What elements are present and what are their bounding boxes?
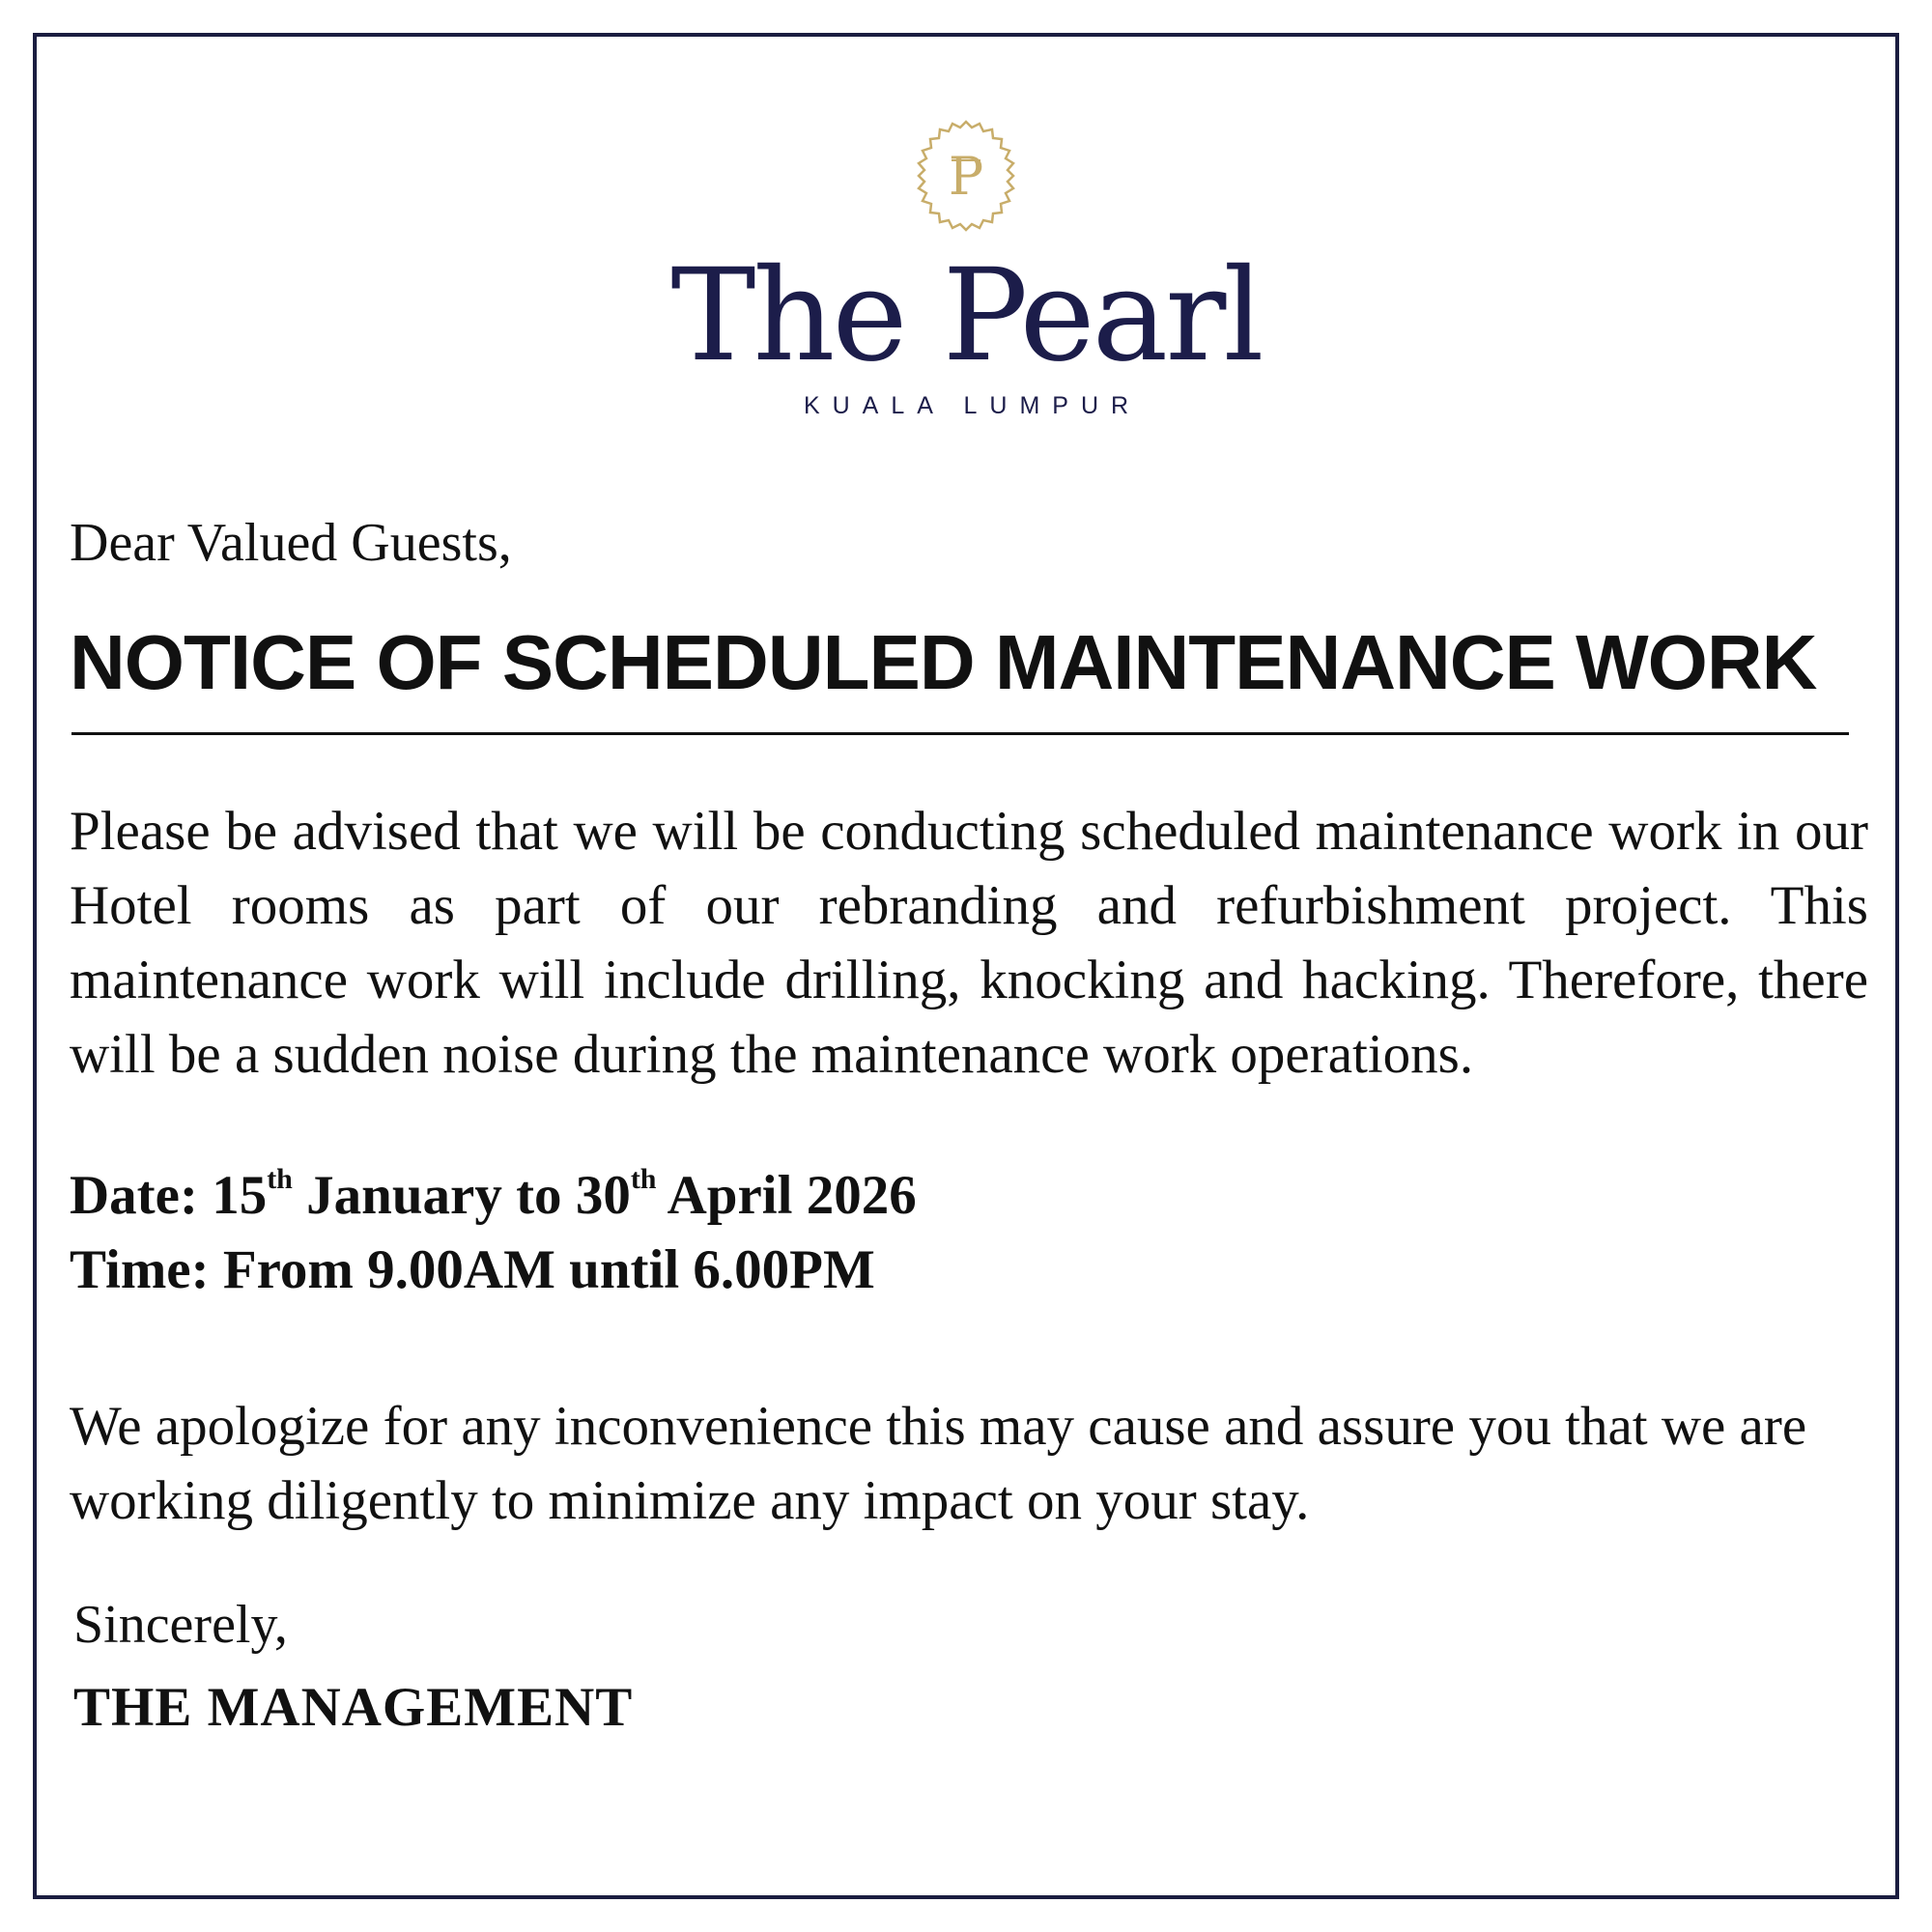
time-value: From 9.00AM until 6.00PM — [222, 1239, 875, 1300]
date-end-rest: April 2026 — [667, 1165, 917, 1226]
hotel-name: The Pearl — [670, 242, 1262, 390]
closing: Sincerely, — [73, 1595, 288, 1655]
signature: THE MANAGEMENT — [73, 1677, 634, 1738]
notice-title: NOTICE OF SCHEDULED MAINTENANCE WORK — [70, 619, 1817, 705]
notice-paragraph-1: Please be advised that we will be conducting scheduled maintenance work in our Hotel rooms as part of our rebranding and refurbishment project. This maintenance work will include drilling, knocking and hacking. Therefore, there will be a sudden noise during the maintenance work operations. — [70, 801, 1868, 1085]
date-end-suffix: th — [630, 1163, 657, 1195]
time-label: Time: — [70, 1239, 210, 1300]
date-start-suffix: th — [267, 1163, 293, 1195]
title-divider — [71, 732, 1849, 735]
salutation: Dear Valued Guests, — [70, 513, 512, 573]
hotel-logo — [0, 118, 1932, 234]
pearl-emblem-icon — [908, 118, 1024, 234]
emblem-letter: P — [948, 146, 984, 207]
date-label: Date: — [70, 1165, 198, 1226]
time-line — [70, 1236, 875, 1304]
date-line — [70, 1162, 917, 1230]
date-start-rest: January to — [306, 1165, 562, 1226]
hotel-city: KUALA LUMPUR — [803, 392, 1142, 419]
date-start-day: 15 — [212, 1165, 268, 1226]
notice-paragraph-2: We apologize for any inconvenience this may cause and assure you that we are working diligently to minimize any impact on your stay. — [70, 1396, 1807, 1531]
date-end-day: 30 — [575, 1165, 631, 1226]
